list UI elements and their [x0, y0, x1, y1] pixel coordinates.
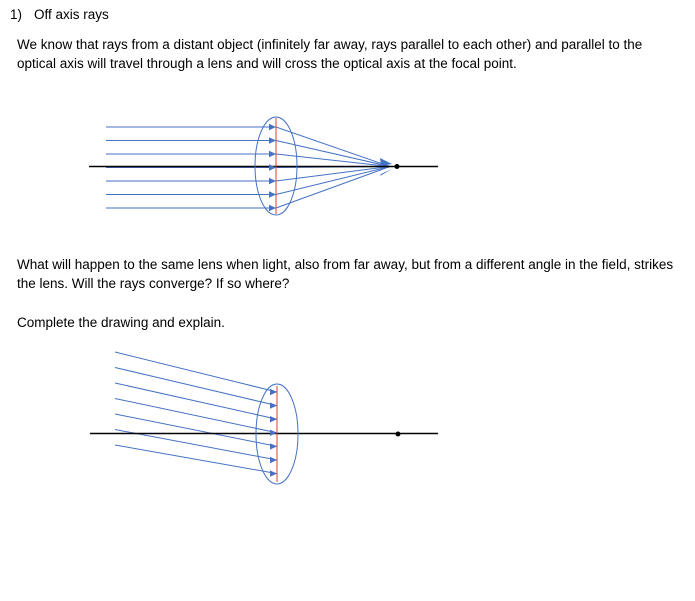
ray-arrowheads [269, 124, 276, 211]
question-number: 1) [10, 7, 23, 22]
incoming-angled-ray [115, 445, 277, 474]
focal-point [395, 164, 400, 169]
incoming-angled-ray [115, 368, 277, 406]
ray-arrowhead [270, 430, 277, 436]
incoming-angled-rays [115, 352, 277, 474]
incoming-angled-ray [115, 352, 277, 392]
incoming-angled-ray [115, 383, 277, 419]
ray-arrowhead [270, 389, 277, 395]
ray-arrowhead [270, 470, 277, 476]
ray-arrowhead [270, 402, 277, 408]
question-title: Off axis rays [34, 7, 109, 22]
ray-arrowhead [269, 164, 276, 170]
ray-arrowhead [270, 457, 277, 463]
task-instruction: Complete the drawing and explain. [17, 315, 225, 330]
ray-arrowhead [269, 205, 276, 211]
refracted-ray [276, 167, 390, 209]
incoming-angled-ray [115, 399, 277, 433]
question-heading [10, 6, 109, 24]
ray-arrowhead [269, 178, 276, 184]
incoming-rays [106, 127, 276, 208]
intro-paragraph: We know that rays from a distant object (infinitely far away, rays parallel to each other) and parallel to the optical axis will travel through a lens and will cross the optical axis at the focal point. [17, 37, 643, 71]
incoming-angled-ray [115, 414, 277, 446]
refracted-ray [276, 167, 390, 182]
focal-point [396, 432, 401, 437]
converging-arrowhead-lower [380, 169, 392, 176]
refracted-ray [276, 167, 390, 195]
ray-arrowhead [269, 137, 276, 143]
on-axis-ray-diagram [0, 110, 695, 225]
refracted-ray [276, 141, 390, 167]
ray-arrowhead [270, 443, 277, 449]
ray-arrowhead [269, 151, 276, 157]
ray-arrowhead [269, 124, 276, 130]
off-axis-ray-diagram [0, 340, 695, 495]
ray-arrowheads [270, 389, 277, 477]
ray-arrowhead [270, 416, 277, 422]
ray-arrowhead [269, 191, 276, 197]
question-paragraph: What will happen to the same lens when light, also from far away, but from a different angle in the field, strikes the lens. Will the rays converge? If so where? [17, 257, 674, 291]
converging-arrowhead-upper [380, 158, 392, 166]
